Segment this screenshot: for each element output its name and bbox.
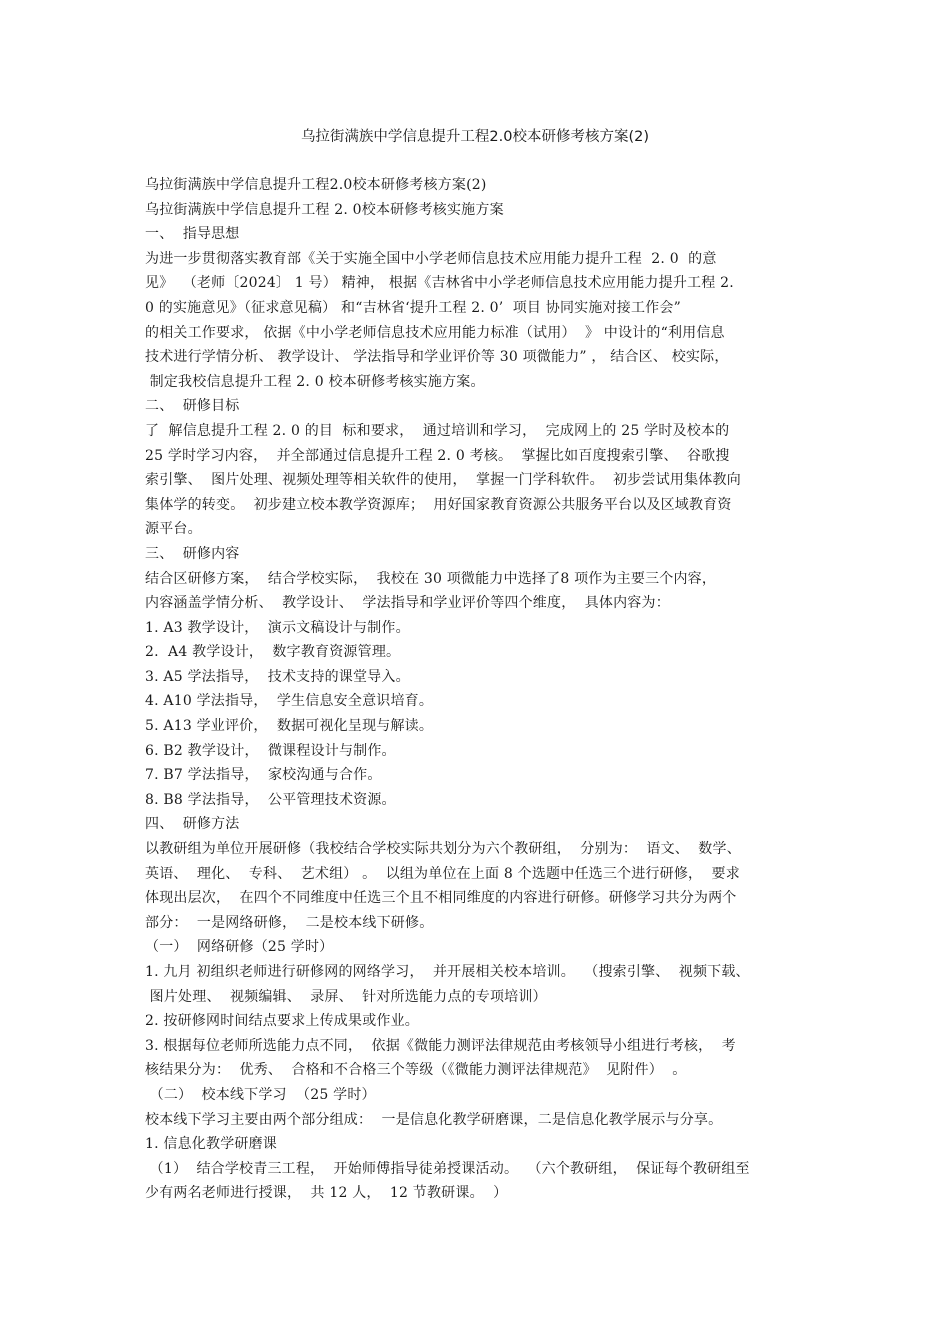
text-line: 8. B8 学法指导， 公平管理技术资源。 <box>145 791 396 808</box>
text-line: （二） 校本线下学习 （25 学时） <box>145 1086 376 1103</box>
text-line: 1. A3 教学设计， 演示文稿设计与制作。 <box>145 619 410 636</box>
text-line: 见》 （老师〔2024〕 1 号） 精神， 根据《吉林省中小学老师信息技术应用能力提升工程 2. <box>145 275 734 292</box>
text-line: 3. A5 学法指导， 技术支持的课堂导入。 <box>145 668 410 685</box>
text-line: 0 的实施意见》（征求意见稿） 和“吉林省‘提升工程 2. 0’ 项目 协同实施对接工作会” <box>145 299 681 316</box>
text-line: 5. A13 学业评价， 数据可视化呈现与解读。 <box>145 718 434 735</box>
text-line: 以教研组为单位开展研修（我校结合学校实际共划分为六个教研组， 分别为： 语文、 数学、 <box>145 841 741 858</box>
text-line: 集体学的转变。 初步建立校本教学资源库； 用好国家教育资源公共服务平台以及区域教育资 <box>145 496 732 513</box>
text-line: 2. A4 教学设计， 数字教育资源管理。 <box>145 644 401 661</box>
text-line: 7. B7 学法指导， 家校沟通与合作。 <box>145 767 382 784</box>
text-line: 1. 九月 初组织老师进行研修网的网络学习， 并开展相关校本培训。 （搜索引擎、 视频下载、 <box>145 964 750 980</box>
text-line: 乌拉街满族中学信息提升工程2.0校本研修考核方案(2) <box>145 177 487 193</box>
text-line: 图片处理、 视频编辑、 录屏、 针对所选能力点的专项培训） <box>145 988 547 1005</box>
text-line: 1. 信息化教学研磨课 <box>145 1136 278 1153</box>
text-line: 少有两名老师进行授课， 共 12 人， 12 节教研课。 ） <box>145 1185 508 1202</box>
text-line: 一、 指导思想 <box>145 226 240 243</box>
text-line: 体现出层次， 在四个不同维度中任选三个且不相同维度的内容进行研修。研修学习共分为两个 <box>145 890 737 907</box>
text-line: 源平台。 <box>145 521 202 538</box>
text-line: （一） 网络研修（25 学时） <box>145 939 334 956</box>
page-title: 乌拉街满族中学信息提升工程2.0校本研修考核方案(2) <box>300 129 650 145</box>
text-line: 核结果分为： 优秀、 合格和不合格三个等级（《微能力测评法律规范》 见附件） 。 <box>145 1062 687 1079</box>
text-line: 4. A10 学法指导， 学生信息安全意识培育。 <box>145 693 434 710</box>
text-line: 了 解信息提升工程 2. 0 的目 标和要求， 通过培训和学习， 完成网上的 25 学时及校本的 <box>145 422 730 439</box>
text-line: （1） 结合学校青三工程， 开始师傅指导徒弟授课活动。 （六个教研组， 保证每个教研组至 <box>145 1160 750 1177</box>
text-line: 四、 研修方法 <box>145 816 240 833</box>
text-line: 制定我校信息提升工程 2. 0 校本研修考核实施方案。 <box>145 373 485 390</box>
text-line: 二、 研修目标 <box>145 398 240 415</box>
text-line: 部分： 一是网络研修， 二是校本线下研修。 <box>145 914 434 931</box>
document-body <box>145 173 825 1206</box>
text-line: 内容涵盖学情分析、 教学设计、 学法指导和学业评价等四个维度， 具体内容为： <box>145 595 670 612</box>
text-line: 的相关工作要求， 依据《中小学老师信息技术应用能力标准（试用） 》 中设计的“利用信息 <box>145 324 725 341</box>
text-line: 结合区研修方案， 结合学校实际， 我校在 30 项微能力中选择了8 项作为主要三个内容， <box>145 570 717 587</box>
text-line: 为进一步贯彻落实教育部《关于实施全国中小学老师信息技术应用能力提升工程 2. 0 的意 <box>145 250 717 267</box>
text-line: 技术进行学情分析、 教学设计、 学法指导和学业评价等 30 项微能力” ， 结合区、 校实际， <box>145 349 729 366</box>
text-line: 乌拉街满族中学信息提升工程 2. 0校本研修考核实施方案 <box>145 201 504 218</box>
text-line: 三、 研修内容 <box>145 545 240 562</box>
text-line: 2. 按研修网时间结点要求上传成果或作业。 <box>145 1013 420 1030</box>
text-line: 英语、 理化、 专科、 艺术组） 。 以组为单位在上面 8 个选题中任选三个进行研修， 要求 <box>145 865 740 882</box>
text-line: 索引擎、 图片处理、视频处理等相关软件的使用， 掌握一门学科软件。 初步尝试用集体教向 <box>145 472 741 489</box>
text-line: 校本线下学习主要由两个部分组成： 一是信息化教学研磨课，二是信息化教学展示与分享。 <box>145 1111 723 1128</box>
text-line: 25 学时学习内容， 并全部通过信息提升工程 2. 0 考核。 掌握比如百度搜索引擎、 谷歌搜 <box>145 447 730 464</box>
text-line: 6. B2 教学设计， 微课程设计与制作。 <box>145 742 396 759</box>
text-line: 3. 根据每位老师所选能力点不同， 依据《微能力测评法律规范由考核领导小组进行考核， 考 <box>145 1037 736 1054</box>
